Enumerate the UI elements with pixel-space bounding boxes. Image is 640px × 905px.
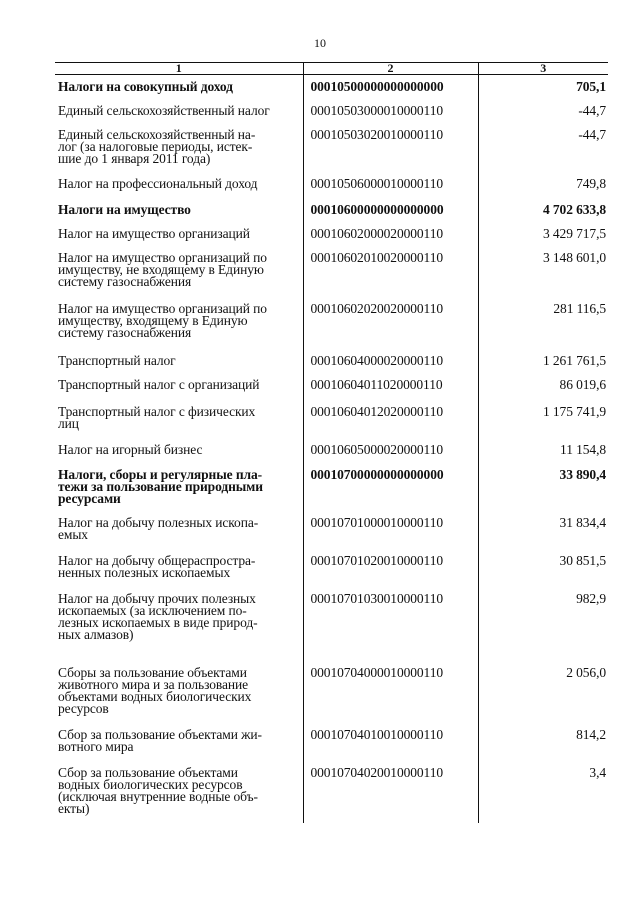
column-header-1: 1: [55, 63, 303, 75]
row-value-cell: 3,4: [589, 764, 606, 780]
table-row: [55, 723, 608, 761]
row-code-cell: 00010602020020000110: [303, 297, 478, 349]
row-name-cell: Налог на добычу прочих полезных ископаемых (за исключением по- лезных ископаемых в виде природ- ных алмазов): [58, 590, 258, 642]
row-name-cell: Транспортный налог с организаций: [58, 376, 260, 392]
table-row: [55, 438, 608, 463]
row-name-cell: Налоги на имущество: [58, 201, 191, 217]
table-row: [55, 549, 608, 587]
row-name-cell: Транспортный налог с физических лиц: [58, 403, 256, 431]
row-name-cell: Налог на имущество организаций: [58, 225, 250, 241]
table-row: [55, 123, 608, 172]
row-value-cell: 749,8: [576, 175, 606, 191]
row-value-cell: 30 851,5: [559, 552, 606, 568]
table-header: [55, 63, 608, 75]
row-name-cell: Налог на добычу полезных ископа- емых: [58, 514, 259, 542]
row-code-cell: 00010701030010000110: [303, 587, 478, 661]
row-code-cell: 00010602010020000110: [303, 246, 478, 297]
row-value-cell: 11 154,8: [560, 441, 606, 457]
row-code-cell: 00010704020010000110: [303, 761, 478, 823]
row-code-cell: 00010602000020000110: [303, 222, 478, 246]
row-code-cell: 00010701020010000110: [303, 549, 478, 587]
table-row: [55, 198, 608, 222]
row-value-cell: -44,7: [578, 102, 606, 118]
row-value-cell: 814,2: [576, 726, 606, 742]
row-value-cell: 705,1: [576, 79, 606, 94]
row-code-cell: 00010600000000000000: [303, 198, 478, 222]
row-name-cell: Сбор за пользование объектами водных биологических ресурсов (исключая внутренние водные объ- екты): [58, 764, 258, 816]
row-name-cell: Сбор за пользование объектами жи- вотного мира: [58, 726, 262, 754]
row-name-cell: Налоги, сборы и регулярные пла- тежи за пользование природными ресурсами: [58, 466, 263, 506]
header-row: [55, 63, 608, 75]
row-name-cell: Единый сельскохозяйственный налог: [58, 102, 270, 118]
table-body: [55, 75, 608, 823]
row-value-cell: 281 116,5: [553, 300, 606, 316]
row-code-cell: 00010506000010000110: [303, 172, 478, 198]
table-row: [55, 400, 608, 438]
row-code-cell: 00010700000000000000: [303, 463, 478, 511]
table-row: [55, 373, 608, 400]
table-row: [55, 349, 608, 373]
budget-table: [55, 62, 608, 823]
table-row: [55, 297, 608, 349]
row-name-cell: Единый сельскохозяйственный на- лог (за налоговые периоды, истек- шие до 1 января 2011 года): [58, 126, 256, 166]
table-row: [55, 661, 608, 723]
table-row: [55, 75, 608, 99]
row-name-cell: Налоги на совокупный доход: [58, 79, 233, 94]
row-value-cell: 31 834,4: [559, 514, 606, 530]
table-row: [55, 761, 608, 823]
row-value-cell: 1 175 741,9: [542, 403, 606, 419]
column-header-3: 3: [478, 63, 608, 75]
table-row: [55, 172, 608, 198]
table-row: [55, 99, 608, 123]
row-value-cell: 3 429 717,5: [542, 225, 606, 241]
row-name-cell: Сборы за пользование объектами животного мира и за пользование объектами водных биологических ресурсов: [58, 664, 252, 716]
row-value-cell: 33 890,4: [559, 466, 606, 482]
table-row: [55, 246, 608, 297]
row-value-cell: 2 056,0: [566, 664, 606, 680]
row-name-cell: Налог на имущество организаций по имуществу, входящему в Единую систему газоснабжения: [58, 300, 267, 340]
row-code-cell: 00010701000010000110: [303, 511, 478, 549]
row-code-cell: 00010503000010000110: [303, 99, 478, 123]
table-row: [55, 587, 608, 661]
table-row: [55, 222, 608, 246]
row-value-cell: 86 019,6: [559, 376, 606, 392]
row-code-cell: 00010604012020000110: [303, 400, 478, 438]
row-name-cell: Налог на имущество организаций по имуществу, не входящему в Единую систему газоснабжения: [58, 249, 267, 289]
row-name-cell: Налог на игорный бизнес: [58, 441, 203, 457]
row-value-cell: 3 148 601,0: [542, 249, 606, 265]
row-code-cell: 00010605000020000110: [303, 438, 478, 463]
row-name-cell: Транспортный налог: [58, 352, 176, 368]
row-code-cell: 00010500000000000000: [303, 75, 478, 99]
row-value-cell: 4 702 633,8: [542, 201, 606, 217]
row-code-cell: 00010604011020000110: [303, 373, 478, 400]
page-number: 10: [314, 36, 326, 50]
row-name-cell: Налог на профессиональный доход: [58, 175, 258, 191]
row-code-cell: 00010704000010000110: [303, 661, 478, 723]
row-value-cell: 982,9: [576, 590, 606, 606]
row-value-cell: 1 261 761,5: [542, 352, 606, 368]
row-code-cell: 00010604000020000110: [303, 349, 478, 373]
row-code-cell: 00010704010010000110: [303, 723, 478, 761]
row-name-cell: Налог на добычу общераспростра- ненных полезных ископаемых: [58, 552, 256, 580]
table-row: [55, 511, 608, 549]
row-value-cell: -44,7: [578, 126, 606, 142]
table-row: [55, 463, 608, 511]
column-header-2: 2: [303, 63, 478, 75]
row-code-cell: 00010503020010000110: [303, 123, 478, 172]
